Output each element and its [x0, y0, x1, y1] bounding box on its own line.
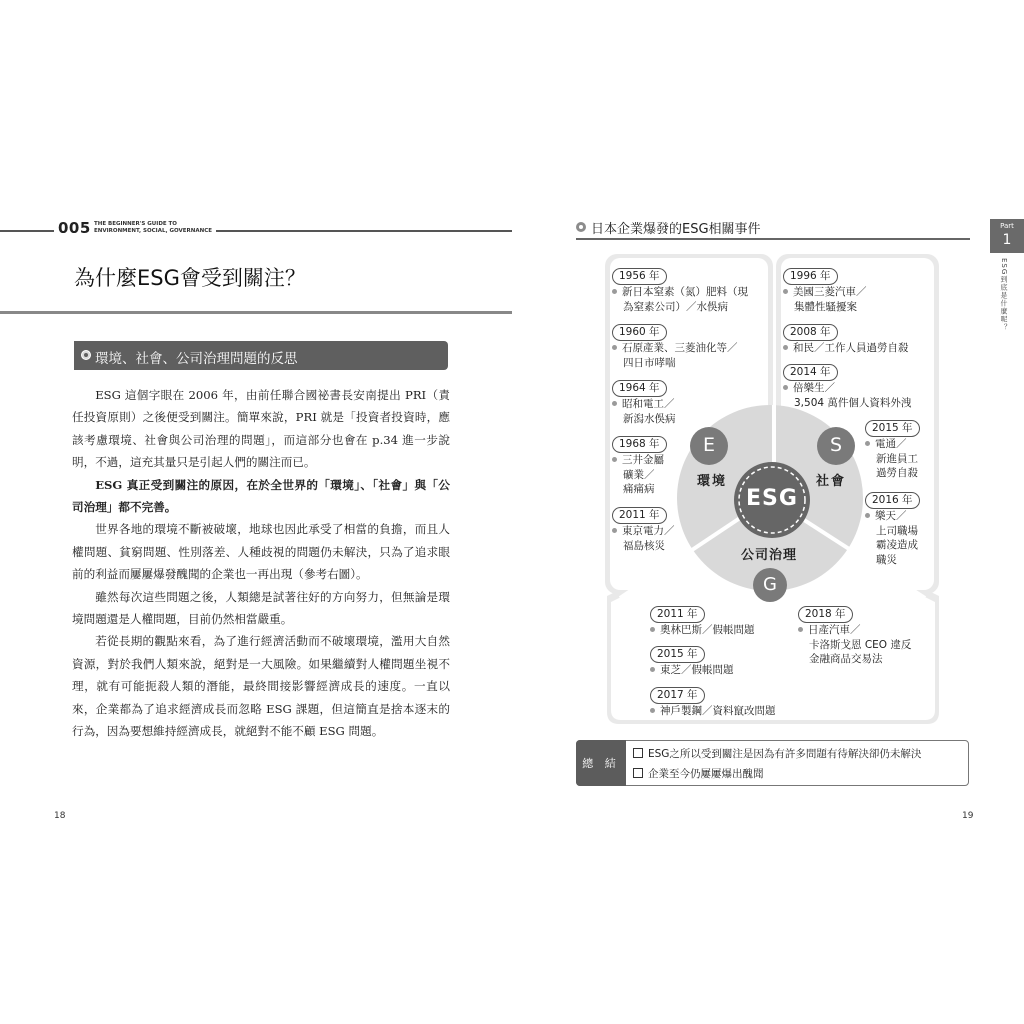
part-side-text: ESG到底是什麼呢？	[1000, 258, 1008, 332]
page-number-left: 18	[54, 811, 66, 821]
event-line: 金融商品交易法	[809, 653, 883, 665]
event-line: 三井金屬	[612, 453, 667, 468]
environment-event	[612, 432, 667, 497]
event-line: 為窒素公司）／水俁病	[623, 300, 728, 313]
social-event	[783, 360, 911, 410]
event-line: 痛痛病	[623, 483, 655, 495]
paragraph-1: ESG 這個字眼在 2006 年，由前任聯合國祕書長安南提出 PRI（責任投資原則）之後便受到關注。簡單來說，PRI 就是「投資者投資時，應該考慮環境、社會與公司治理的問題」，而這部分也會在 p.34 進一步說明，不過，這充其量只是引起人們的關注而已。	[72, 388, 450, 470]
page-number-right: 19	[962, 811, 974, 821]
g-letter: G	[763, 574, 777, 595]
s-letter: S	[829, 434, 843, 456]
event-line: 上司職場	[876, 524, 918, 537]
figure-heading: 日本企業爆發的ESG相關事件	[591, 222, 761, 237]
event-line: 3,504 萬件個人資料外洩	[794, 396, 912, 409]
checkbox-icon	[633, 748, 643, 758]
social-event	[865, 488, 920, 567]
event-line: 職災	[876, 553, 897, 566]
summary-item: ESG之所以受到關注是因為有許多問題有待解決卻仍未解決	[633, 746, 921, 761]
event-line: 新潟水俁病	[623, 412, 676, 425]
event-line: 四日市哮喘	[623, 356, 676, 369]
event-year: 2016 年	[865, 492, 920, 509]
environment-event	[612, 320, 738, 370]
bullet-icon	[576, 222, 586, 232]
summary-item: 企業至今仍屢屢爆出醜聞	[633, 766, 764, 781]
event-line: 福島核災	[623, 539, 665, 552]
event-line: 集體性騷擾案	[794, 300, 857, 313]
event-line: 樂天／	[865, 509, 920, 524]
event-line: 日產汽車／	[798, 623, 911, 638]
bullet-icon	[81, 350, 91, 360]
event-year: 2011 年	[650, 606, 705, 623]
environment-event	[612, 503, 675, 553]
event-year: 1960 年	[612, 324, 667, 341]
event-line: 美國三菱汽車／	[783, 285, 867, 300]
part-tab-number: 1	[1002, 232, 1012, 248]
section-heading: 環境、社會、公司治理問題的反思	[95, 351, 298, 367]
title-rule	[0, 311, 512, 314]
event-year: 2014 年	[783, 364, 838, 381]
event-line: 神戶製鋼／資料竄改問題	[650, 704, 776, 719]
page-title: 為什麼ESG會受到關注？	[74, 266, 306, 290]
governance-label: 公司治理	[741, 548, 798, 563]
social-label: 社會	[816, 474, 847, 489]
social-event	[783, 264, 867, 314]
paragraph-4: 雖然每次這些問題之後，人類總是試著往好的方向努力，但無論是環境問題還是人權問題，目前仍然相當嚴重。	[72, 589, 450, 627]
esg-center-label: ESG	[746, 486, 798, 511]
environment-event	[612, 264, 748, 314]
event-year: 2015 年	[650, 646, 705, 663]
chapter-number: 005	[54, 219, 95, 237]
chapter-subtitle-line1: THE BEGINNER'S GUIDE TO	[94, 221, 177, 227]
paragraph-3: 世界各地的環境不斷被破壞，地球也因此承受了相當的負擔，而且人權問題、貧窮問題、性別落差、人種歧視的問題仍未解決，只為了追求眼前的利益而屢屢爆發醜聞的企業也一再出現（參考右圖）。	[72, 522, 450, 582]
environment-label: 環境	[697, 474, 728, 489]
chapter-subtitle-line2: ENVIRONMENT, SOCIAL, GOVERNANCE	[94, 228, 213, 234]
event-line: 礦業／	[623, 468, 655, 481]
event-year: 1996 年	[783, 268, 838, 285]
part-tab-label: Part	[1000, 222, 1014, 230]
governance-event	[798, 602, 911, 667]
checkbox-icon	[633, 768, 643, 778]
event-line: 昭和電工／	[612, 397, 676, 412]
social-event	[865, 416, 920, 481]
governance-event	[650, 683, 776, 719]
event-year: 2017 年	[650, 687, 705, 704]
event-year: 1964 年	[612, 380, 667, 397]
event-line: 東京電力／	[612, 524, 675, 539]
governance-event	[650, 602, 755, 638]
event-line: 東芝／假帳問題	[650, 663, 734, 678]
chapter-subtitle	[94, 221, 216, 235]
social-event	[783, 320, 909, 356]
environment-event	[612, 376, 676, 426]
event-year: 2015 年	[865, 420, 920, 437]
event-line: 石原產業、三菱油化等／	[612, 341, 738, 356]
event-year: 2008 年	[783, 324, 838, 341]
esg-diagram	[580, 250, 960, 730]
event-line: 電通／	[865, 437, 920, 452]
figure-heading-rule	[576, 238, 970, 240]
event-line: 新日本窒素（氮）肥料（現	[612, 285, 748, 300]
event-line: 倍樂生／	[783, 381, 911, 396]
event-year: 1956 年	[612, 268, 667, 285]
event-year: 1968 年	[612, 436, 667, 453]
paragraph-2: ESG 真正受到關注的原因，在於全世界的「環境」、「社會」與「公司治理」都不完善。	[72, 477, 450, 515]
event-year: 2011 年	[612, 507, 667, 524]
e-letter: E	[702, 434, 715, 456]
governance-event	[650, 642, 734, 678]
event-line: 卡洛斯戈恩 CEO 違反	[809, 638, 912, 651]
event-line: 新進員工	[876, 452, 918, 465]
event-year: 2018 年	[798, 606, 853, 623]
paragraph-5: 若從長期的觀點來看，為了進行經濟活動而不破壞環境，濫用大自然資源，對於我們人類來說，絕對是一大風險。如果繼續對人權問題坐視不理，就有可能扼殺人類的潛能，最終間接影響經濟成長的速度。一直以來，企業都為了追求經濟成長而忽略 ESG 課題，但這簡直是捨本逐末的行為，因為要想維持經濟成長，就絕對不能不顧 ESG 問題。	[72, 634, 450, 739]
summary-label: 總 結	[582, 757, 620, 770]
body-text	[72, 384, 450, 743]
event-line: 奧林巴斯／假帳問題	[650, 623, 755, 638]
event-line: 霸凌造成	[876, 539, 918, 551]
event-line: 過勞自殺	[876, 467, 918, 479]
event-line: 和民／工作人員過勞自殺	[783, 341, 909, 356]
